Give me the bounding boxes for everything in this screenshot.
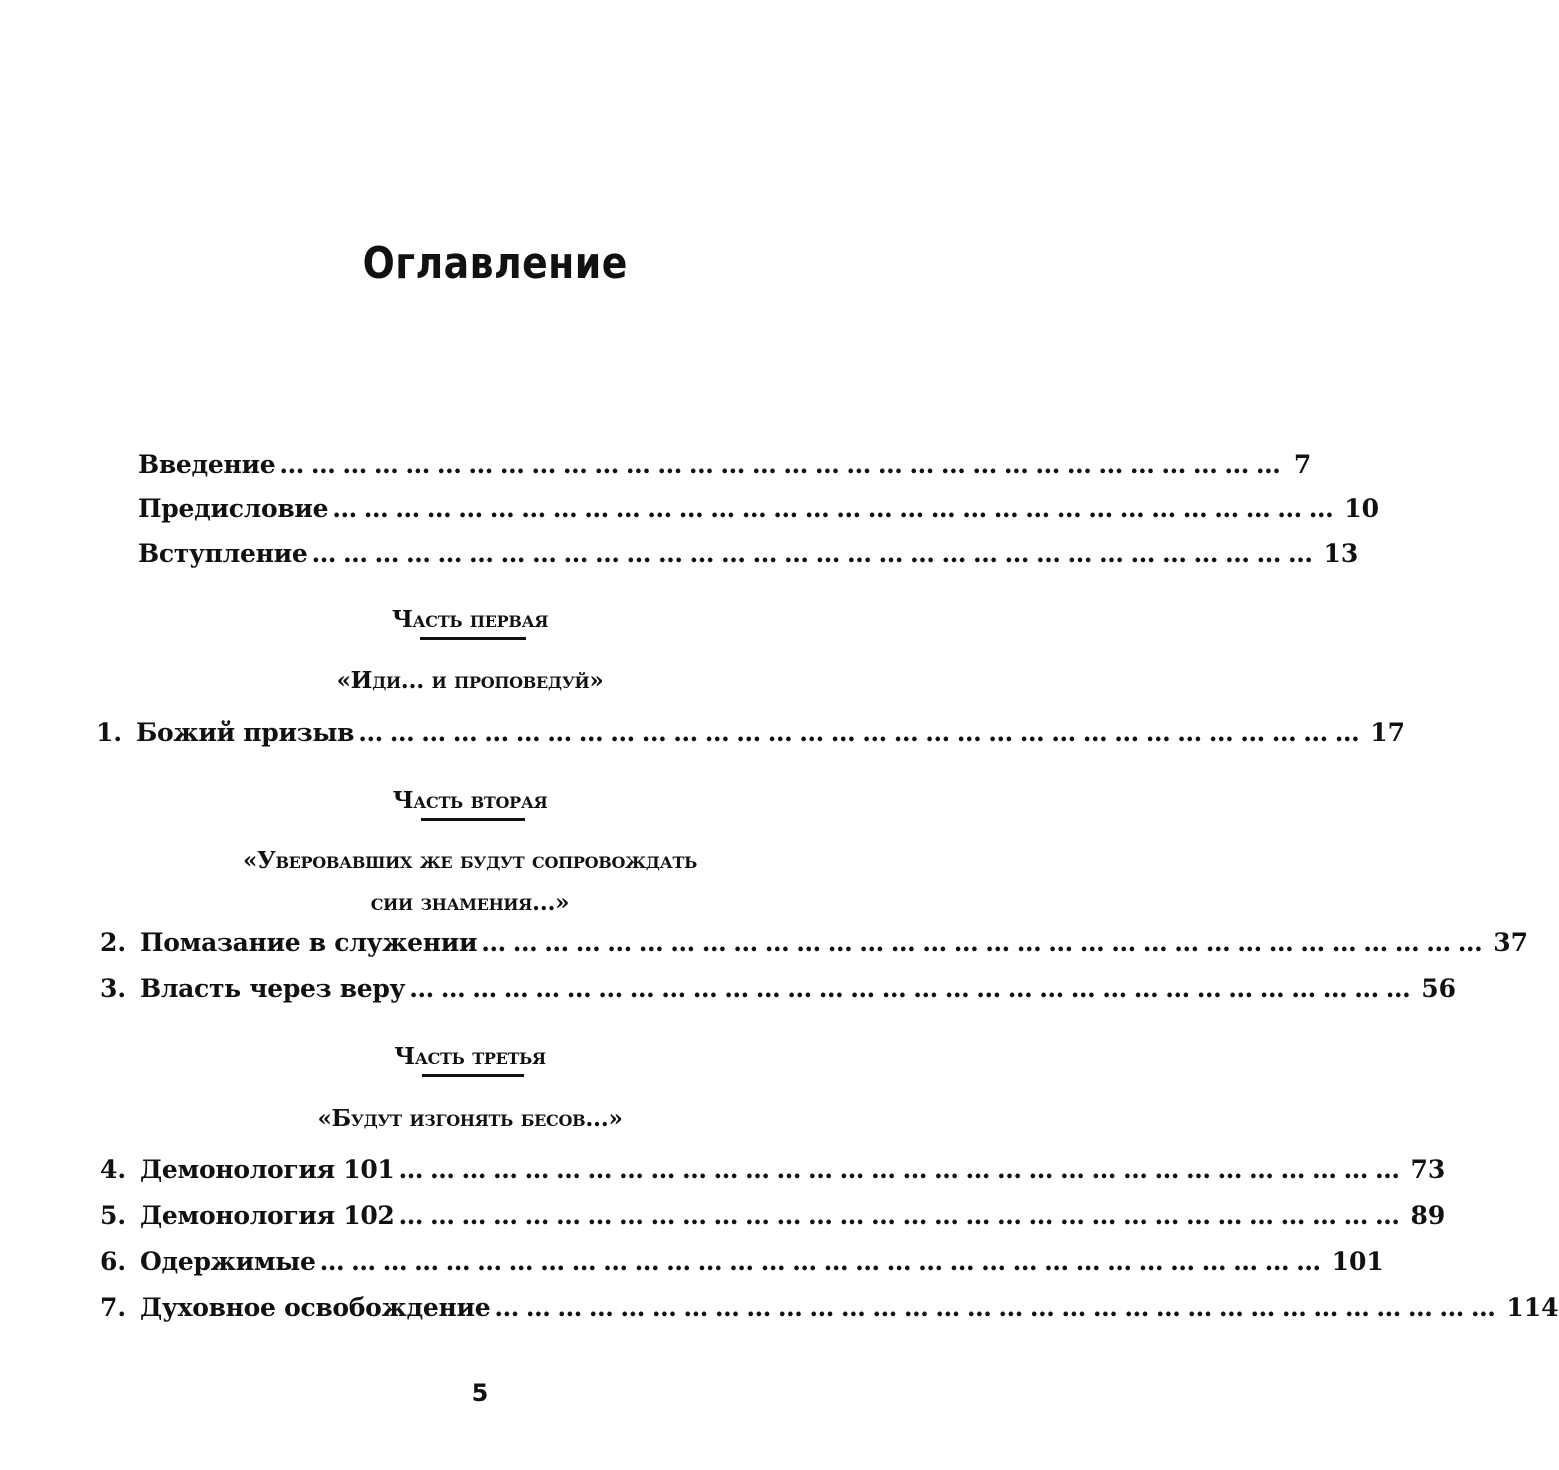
chapter-number: 4. [100, 1155, 127, 1184]
part-subtitle-line: «Уверовавших же будут сопровождать [243, 847, 697, 874]
toc-entry-chapter-4[interactable] [100, 1155, 1446, 1185]
entry-label: Демонология 101 [140, 1155, 395, 1184]
toc-entry-chapter-1[interactable] [96, 718, 1405, 748]
entry-page: 37 [1493, 928, 1529, 957]
part-subtitle-2 [0, 840, 940, 924]
toc-entry-foreword[interactable] [138, 539, 1359, 569]
part-heading-1 [0, 606, 940, 640]
toc-entry-chapter-7[interactable] [100, 1293, 1559, 1323]
toc-entry-chapter-3[interactable] [100, 974, 1457, 1004]
entry-label: Помазание в служении [140, 928, 478, 957]
entry-page: 13 [1323, 539, 1359, 568]
dot-leader: …………………………………………………………………………………… [494, 1293, 1503, 1322]
toc-entry-preface[interactable] [138, 494, 1380, 524]
dot-leader: …………………………………………………………………………………… [332, 494, 1341, 523]
entry-page: 101 [1331, 1247, 1384, 1276]
entry-page: 56 [1421, 974, 1457, 1003]
dot-leader: …………………………………………………………………………………… [481, 928, 1490, 957]
part-heading-text: Часть третья [394, 1043, 546, 1070]
dot-leader: …………………………………………………………………………………… [311, 539, 1320, 568]
page-number: 5 [471, 1379, 489, 1407]
toc-entry-chapter-5[interactable] [100, 1201, 1446, 1231]
dot-leader: …………………………………………………………………………………… [409, 974, 1418, 1003]
entry-page: 10 [1344, 494, 1380, 523]
entry-page: 17 [1370, 718, 1405, 747]
toc-entry-intro[interactable] [138, 450, 1312, 480]
dot-leader: …………………………………………………………………………………… [358, 718, 1367, 747]
entry-label: Божий призыв [136, 718, 355, 747]
chapter-number: 6. [100, 1247, 127, 1276]
toc-entry-chapter-2[interactable] [100, 928, 1529, 958]
chapter-number: 5. [100, 1201, 127, 1230]
entry-page: 114 [1506, 1293, 1559, 1322]
part-subtitle-3: «Будут изгонять бесов...» [317, 1105, 623, 1132]
chapter-number: 7. [100, 1293, 127, 1322]
part-heading-text: Часть вторая [392, 787, 548, 814]
dot-leader: …………………………………………………………………………………… [319, 1247, 1328, 1276]
part-subtitle-line: сии знамения...» [370, 889, 570, 916]
entry-page: 73 [1410, 1155, 1446, 1184]
entry-label: Власть через веру [140, 974, 406, 1003]
entry-page: 7 [1293, 450, 1312, 479]
chapter-number: 1. [96, 718, 123, 747]
part-heading-text: Часть первая [391, 606, 549, 633]
part-heading-3 [0, 1043, 940, 1077]
toc-entry-chapter-6[interactable] [100, 1247, 1384, 1277]
page-title: Оглавление [362, 238, 628, 289]
entry-page: 89 [1410, 1201, 1446, 1230]
entry-label: Демонология 102 [140, 1201, 395, 1230]
chapter-number: 2. [100, 928, 127, 957]
entry-label: Вступление [138, 539, 308, 568]
dot-leader: …………………………………………………………………………………… [398, 1155, 1407, 1184]
dot-leader: …………………………………………………………………………………… [279, 450, 1288, 479]
entry-label: Духовное освобождение [140, 1293, 491, 1322]
entry-label: Введение [138, 450, 276, 479]
entry-label: Предисловие [138, 494, 329, 523]
chapter-number: 3. [100, 974, 127, 1003]
part-subtitle-1: «Иди... и проповедуй» [336, 667, 604, 694]
dot-leader: …………………………………………………………………………………… [398, 1201, 1407, 1230]
entry-label: Одержимые [140, 1247, 316, 1276]
part-heading-2 [0, 787, 940, 821]
